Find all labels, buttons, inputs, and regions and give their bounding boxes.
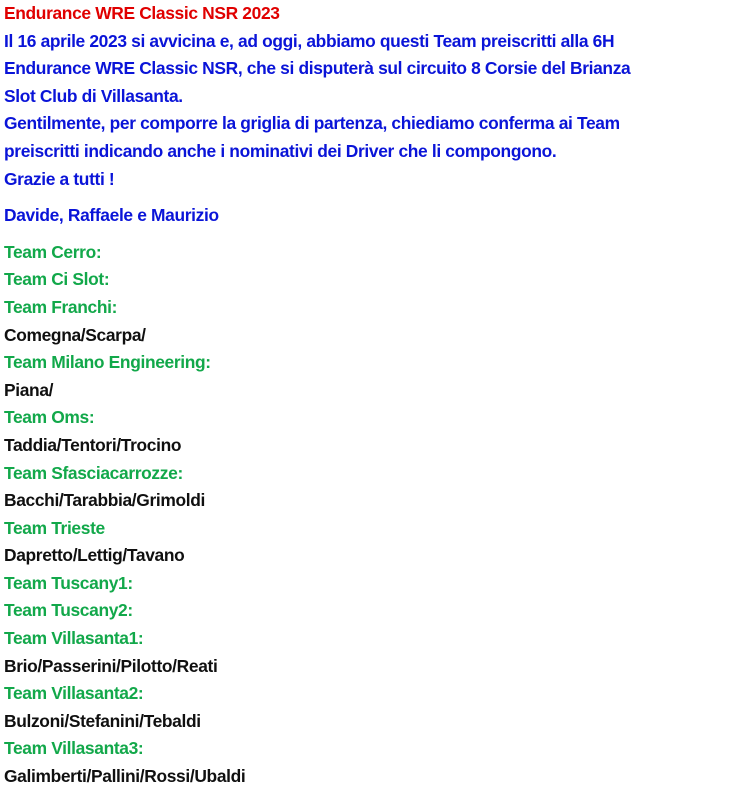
team-name: Team Trieste bbox=[4, 517, 105, 538]
team-name: Team Sfasciacarrozze: bbox=[4, 462, 183, 483]
team-list bbox=[4, 239, 742, 791]
intro-line: Endurance WRE Classic NSR, che si disputerà sul circuito 8 Corsie del Brianza bbox=[4, 58, 631, 79]
team-drivers: Galimberti/Pallini/Rossi/Ubaldi bbox=[4, 766, 246, 787]
team-drivers: Bacchi/Tarabbia/Grimoldi bbox=[4, 490, 205, 511]
team-drivers: Piana/ bbox=[4, 379, 54, 400]
intro-line: Grazie a tutti ! bbox=[4, 168, 115, 189]
team-drivers: Taddia/Tentori/Trocino bbox=[4, 434, 182, 455]
intro-line: Il 16 aprile 2023 si avvicina e, ad oggi, abbiamo questi Team preiscritti alla 6H bbox=[4, 30, 615, 51]
team-name: Team Oms: bbox=[4, 407, 95, 428]
team-drivers: Brio/Passerini/Pilotto/Reati bbox=[4, 655, 218, 676]
team-name: Team Tuscany1: bbox=[4, 572, 133, 593]
intro-line: preiscritti indicando anche i nominativi dei Driver che li compongono. bbox=[4, 140, 557, 161]
team-name: Team Cerro: bbox=[4, 241, 102, 262]
team-name: Team Villasanta2: bbox=[4, 683, 144, 704]
team-name: Team Franchi: bbox=[4, 296, 118, 317]
intro-line: Gentilmente, per comporre la griglia di partenza, chiediamo conferma ai Team bbox=[4, 113, 620, 134]
intro-line: Slot Club di Villasanta. bbox=[4, 85, 183, 106]
team-name: Team Tuscany2: bbox=[4, 600, 133, 621]
team-name: Team Villasanta3: bbox=[4, 738, 144, 759]
team-drivers: Dapretto/Lettig/Tavano bbox=[4, 545, 185, 566]
team-name: Team Milano Engineering: bbox=[4, 352, 211, 373]
team-drivers: Comegna/Scarpa/ bbox=[4, 324, 146, 345]
spacer bbox=[4, 193, 742, 202]
team-name: Team Ci Slot: bbox=[4, 269, 110, 290]
document-title: Endurance WRE Classic NSR 2023 bbox=[4, 3, 280, 23]
signature: Davide, Raffaele e Maurizio bbox=[4, 205, 219, 226]
team-name: Team Villasanta1: bbox=[4, 628, 144, 649]
team-drivers: Bulzoni/Stefanini/Tebaldi bbox=[4, 710, 201, 731]
spacer bbox=[4, 230, 742, 239]
